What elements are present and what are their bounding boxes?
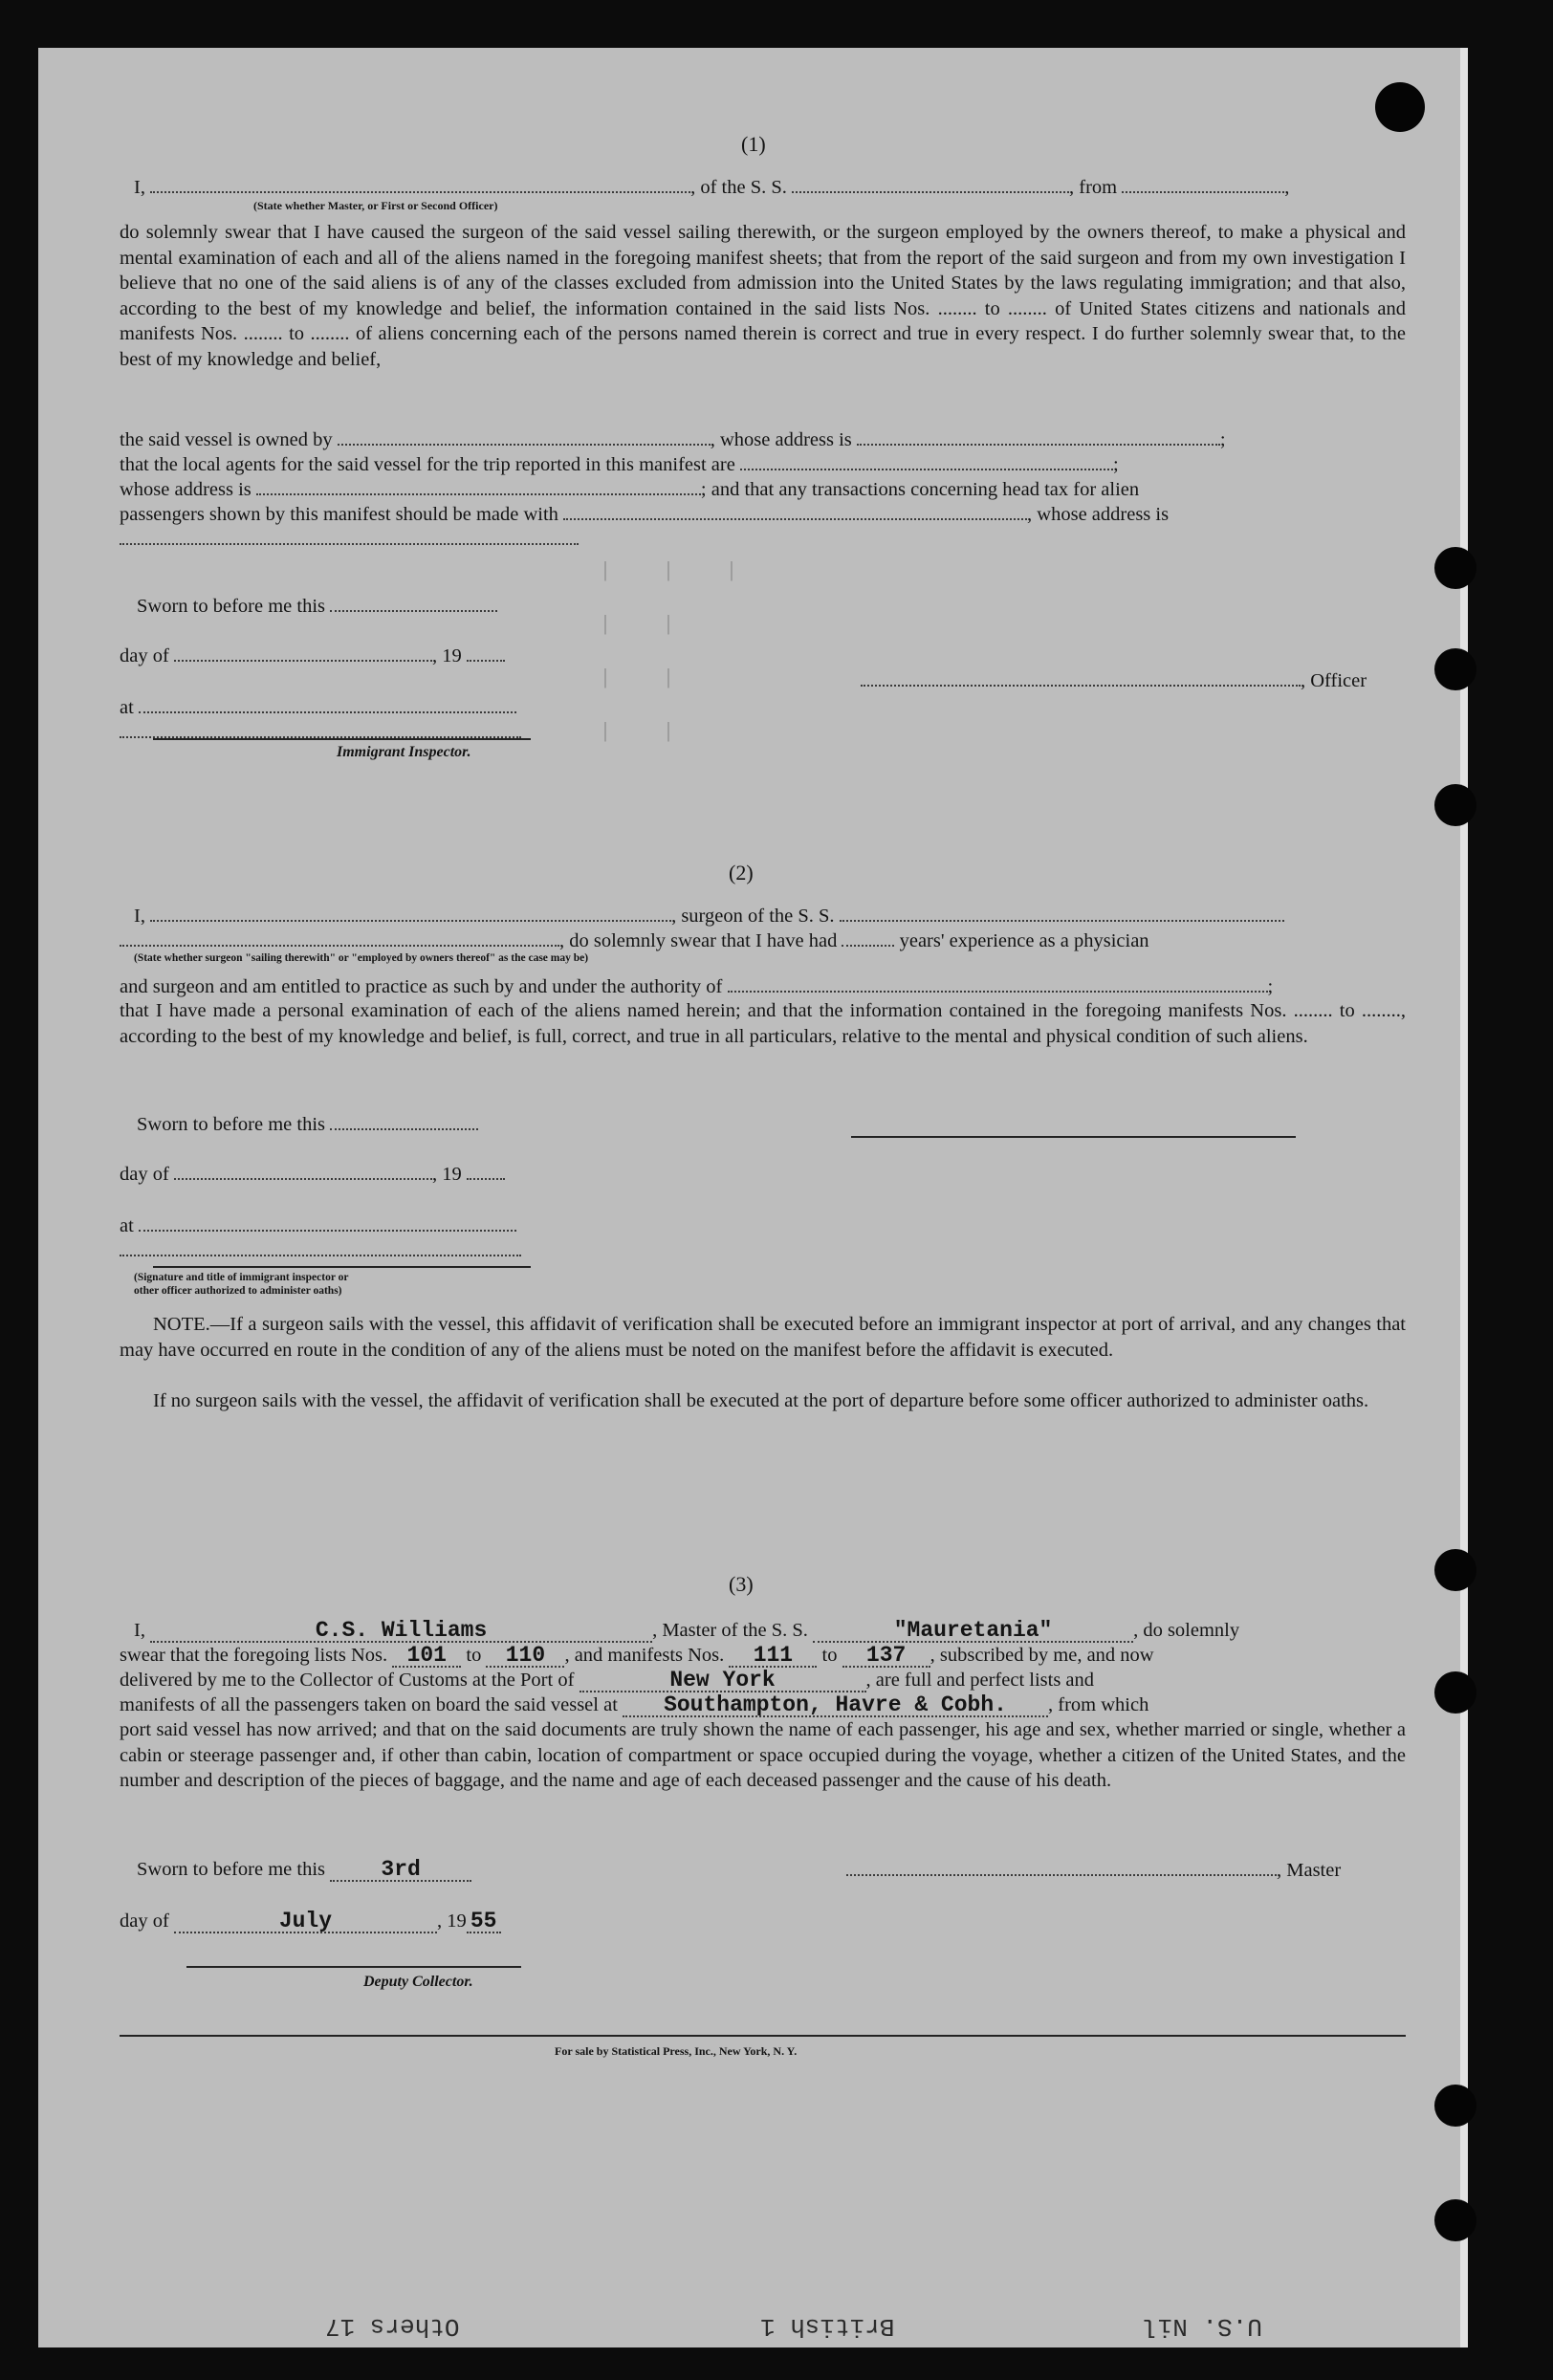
officer-signature-field[interactable] bbox=[861, 667, 1301, 687]
footer-british: British 1 bbox=[760, 2312, 895, 2341]
s3-day-line: day of July , 19 55 bbox=[120, 1909, 501, 1933]
s2-at-field[interactable] bbox=[139, 1212, 516, 1232]
master-signature-field[interactable] bbox=[846, 1857, 1277, 1876]
s3-sworn-day-field[interactable]: 3rd bbox=[330, 1859, 471, 1882]
note-paragraph-2: If no surgeon sails with the vessel, the affidavit of verification shall be executed at the port of departure before some officer authorized to administer oaths. bbox=[153, 1390, 1369, 1411]
punch-hole bbox=[1434, 547, 1476, 589]
bottom-rule bbox=[120, 2035, 1406, 2037]
s1-at-field-2[interactable] bbox=[120, 719, 521, 738]
section3-paragraph: port said vessel has now arrived; and that on the said documents are truly shown the name of each passenger, his age and sex, whether married or single, whether a cabin or steerage passenger and, if other than cabin, location of compartment or space occupied during the voyage, whether a citizen of the United States, and the number and description of the pieces of baggage, and the name and age of each deceased passenger and the cause of his death. bbox=[120, 1719, 1406, 1791]
punch-hole bbox=[1434, 2199, 1476, 2241]
s1-officer-line: , Officer bbox=[861, 667, 1367, 693]
s2-sworn-day-field[interactable] bbox=[330, 1111, 478, 1130]
sig-caption-1: (Signature and title of immigrant inspector or bbox=[134, 1272, 349, 1283]
vessel-name-field[interactable] bbox=[792, 174, 1069, 193]
s1-sworn-line: Sworn to before me this bbox=[137, 593, 497, 619]
sig-caption-2: other officer authorized to administer oaths) bbox=[134, 1285, 342, 1297]
bleed-through-text: | | | | | | | | | bbox=[574, 559, 738, 744]
s1-year-field[interactable] bbox=[467, 643, 505, 662]
s2-sworn-line: Sworn to before me this bbox=[137, 1111, 478, 1137]
s1-month-field[interactable] bbox=[174, 643, 432, 662]
local-agents-line: that the local agents for the said vessel for the trip reported in this manifest are ; bbox=[120, 451, 1119, 477]
owned-by-line: the said vessel is owned by , whose address is ; bbox=[120, 426, 1226, 452]
owner-address-field[interactable] bbox=[857, 426, 1220, 446]
owner-field[interactable] bbox=[338, 426, 711, 446]
surgeon-type-field[interactable] bbox=[120, 928, 559, 947]
master-name-field[interactable]: C.S. Williams bbox=[150, 1620, 652, 1643]
list-from-field[interactable]: 101 bbox=[392, 1645, 461, 1668]
s2-day-line: day of , 19 bbox=[120, 1161, 505, 1187]
port-field[interactable]: New York bbox=[580, 1670, 866, 1692]
section2-paragraph: that I have made a personal examination of each of the aliens named herein; and that the information contained in the foregoing manifests Nos. ........ to ........, according to the best of my knowledge and belief, is full, correct, and true in all particulars, relative to the mental and physical condition of such aliens. bbox=[120, 1000, 1406, 1047]
section3-heading: (3) bbox=[729, 1572, 754, 1596]
s1-signature-rule bbox=[153, 738, 531, 740]
footer-others: Others 17 bbox=[325, 2312, 460, 2341]
punch-hole bbox=[1434, 784, 1476, 826]
agent-address-field[interactable] bbox=[256, 476, 701, 495]
manifest-to-field[interactable]: 137 bbox=[842, 1645, 930, 1668]
surgeon-name-field[interactable] bbox=[150, 903, 671, 922]
departure-ports-field[interactable]: Southampton, Havre & Cobh. bbox=[623, 1694, 1048, 1717]
deputy-collector-caption: Deputy Collector. bbox=[363, 1974, 473, 1990]
section1-heading: (1) bbox=[741, 132, 766, 156]
section1-line1: I, , of the S. S. , from , bbox=[134, 174, 1289, 200]
section2-line2: , do solemnly swear that I have had years' experience as a physician bbox=[120, 928, 1149, 953]
section3-line4: manifests of all the passengers taken on board the said vessel at Southampton, Havre & Cobh. , from which bbox=[120, 1692, 1149, 1717]
punch-hole bbox=[1375, 82, 1425, 132]
entitled-line: and surgeon and am entitled to practice as such by and under the authority of ; bbox=[120, 973, 1273, 999]
s1-at-field[interactable] bbox=[139, 694, 516, 713]
s2-signature-rule-top bbox=[851, 1136, 1296, 1138]
punch-hole bbox=[1434, 1549, 1476, 1591]
s3-year-field[interactable]: 55 bbox=[467, 1911, 501, 1933]
s3-sworn-line: Sworn to before me this 3rd bbox=[137, 1857, 471, 1882]
printer-credit: For sale by Statistical Press, Inc., New York, N. Y. bbox=[555, 2044, 798, 2058]
s1-at-line: at bbox=[120, 694, 516, 720]
s2-at-line: at bbox=[120, 1212, 516, 1238]
footer-us: U.S. Nil bbox=[1143, 2312, 1262, 2341]
manifest-page bbox=[38, 48, 1468, 2347]
note-paragraph: NOTE.—If a surgeon sails with the vessel, this affidavit of verification shall be executed before an immigrant inspector at port of arrival, and any changes that may have occurred en route in the condition of any of the aliens must be noted on the manifest before the affidavit is executed. bbox=[120, 1314, 1406, 1361]
years-experience-field[interactable] bbox=[842, 928, 894, 947]
s2-year-field[interactable] bbox=[467, 1161, 505, 1180]
authority-field[interactable] bbox=[728, 973, 1268, 993]
punch-hole bbox=[1434, 648, 1476, 690]
s2-month-field[interactable] bbox=[174, 1161, 432, 1180]
officer-title-field[interactable] bbox=[150, 174, 690, 193]
s3-signature-rule bbox=[186, 1966, 521, 1968]
manifest-from-field[interactable]: 111 bbox=[729, 1645, 817, 1668]
head-tax-address-field[interactable] bbox=[120, 526, 579, 545]
agent-address-line: whose address is ; and that any transactions concerning head tax for alien bbox=[120, 476, 1139, 502]
s2-signature-rule bbox=[153, 1266, 531, 1268]
s1-day-line: day of , 19 bbox=[120, 643, 505, 668]
from-port-field[interactable] bbox=[1122, 174, 1284, 193]
list-to-field[interactable]: 110 bbox=[486, 1645, 564, 1668]
section3-line3: delivered by me to the Collector of Customs at the Port of New York , are full and perfect lists and bbox=[120, 1668, 1095, 1692]
head-tax-agent-field[interactable] bbox=[563, 501, 1027, 520]
section3-line1: I, C.S. Williams , Master of the S. S. "Mauretania" , do solemnly bbox=[134, 1618, 1240, 1643]
punch-hole bbox=[1434, 2085, 1476, 2127]
vessel-name-field-s3[interactable]: "Mauretania" bbox=[813, 1620, 1133, 1643]
section1-paragraph: do solemnly swear that I have caused the surgeon of the said vessel sailing therewith, or the surgeon employed by the owners thereof, to make a physical and mental examination of each and all of the aliens named in the foregoing manifest sheets; that from the report of the said surgeon and from my own investigation I believe that no one of the said aliens is of any of the classes excluded from admission into the United States by the laws regulating immigration; and that also, according to the best of my knowledge and belief, the information contained in the said lists Nos. ........ to ........ of United States citizens and nationals and manifests Nos. ........ to ........ of aliens concerning each of the persons named therein is correct and true in every respect. I do further solemnly swear that, to the best of my knowledge and belief, bbox=[120, 222, 1406, 370]
local-agents-field[interactable] bbox=[740, 451, 1113, 470]
s3-master-line: , Master bbox=[846, 1857, 1341, 1883]
head-tax-line: passengers shown by this manifest should be made with , whose address is bbox=[120, 501, 1169, 527]
section2-heading: (2) bbox=[729, 861, 754, 884]
section2-line1: I, , surgeon of the S. S. bbox=[134, 903, 1284, 928]
section3-line2: swear that the foregoing lists Nos. 101 to 110 , and manifests Nos. 111 to 137 , subscribed by me, and now bbox=[120, 1643, 1154, 1668]
surgeon-vessel-field[interactable] bbox=[840, 903, 1284, 922]
state-officer-caption: (State whether Master, or First or Second Officer) bbox=[253, 199, 498, 212]
punch-hole bbox=[1434, 1671, 1476, 1714]
s1-sworn-day-field[interactable] bbox=[330, 593, 497, 612]
s3-month-field[interactable]: July bbox=[174, 1911, 437, 1933]
immigrant-inspector-caption: Immigrant Inspector. bbox=[337, 744, 471, 760]
state-surgeon-caption: (State whether surgeon "sailing therewith" or "employed by owners thereof" as the case may be) bbox=[134, 952, 589, 964]
s2-at-field-2[interactable] bbox=[120, 1237, 521, 1256]
